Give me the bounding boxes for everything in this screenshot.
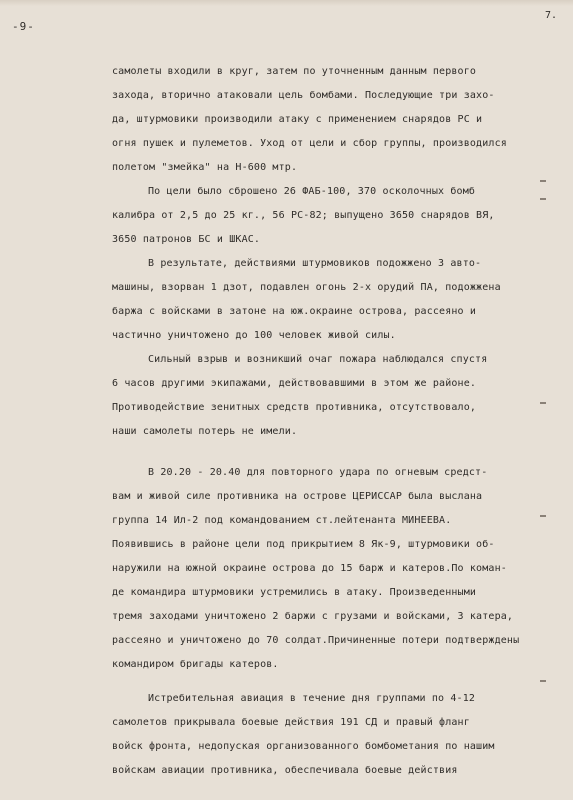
- margin-tick: [540, 180, 546, 182]
- text-line: 6 часов другими экипажами, действовавшими в этом же районе.: [112, 378, 477, 389]
- text-line: калибра от 2,5 до 25 кг., 56 РС-82; выпущено 3650 снарядов ВЯ,: [112, 210, 495, 221]
- text-line: Сильный взрыв и возникший очаг пожара наблюдался спустя: [148, 354, 488, 365]
- text-line: Истребительная авиация в течение дня группами по 4-12: [148, 693, 476, 704]
- text-line: войск фронта, недопуская организованного бомбометания по нашим: [112, 741, 495, 752]
- text-line: самолетов прикрывала боевые действия 191 СД и правый фланг: [112, 717, 470, 728]
- text-line: командиром бригады катеров.: [112, 659, 279, 670]
- paragraph: [112, 687, 562, 783]
- text-line: наши самолеты потерь не имели.: [112, 426, 298, 437]
- text-line: 3650 патронов БС и ШКАС.: [112, 234, 261, 245]
- text-line: да, штурмовики производили атаку с применением снарядов РС и: [112, 114, 483, 125]
- margin-tick: [540, 402, 546, 404]
- paragraph: [112, 348, 562, 444]
- text-line: войскам авиации противника, обеспечивала боевые действия: [112, 765, 458, 776]
- text-line: группа 14 Ил-2 под командованием ст.лейтенанта МИНЕЕВА.: [112, 515, 452, 526]
- text-line: рассеяно и уничтожено до 70 солдат.Причиненные потери подтверждены: [112, 635, 520, 646]
- paragraph-gap: [112, 677, 562, 687]
- text-line: Появившись в районе цели под прикрытием 8 Як-9, штурмовики об-: [112, 539, 495, 550]
- text-line: По цели было сброшено 26 ФАБ-100, 370 осколочных бомб: [148, 186, 476, 197]
- paragraph: [112, 60, 562, 180]
- margin-tick: [540, 680, 546, 682]
- text-line: В результате, действиями штурмовиков подожжено 3 авто-: [148, 258, 482, 269]
- paragraph: [112, 180, 562, 252]
- text-line: огня пушек и пулеметов. Уход от цели и сбор группы, производился: [112, 138, 507, 149]
- text-line: частично уничтожено до 100 человек живой силы.: [112, 330, 396, 341]
- paragraph: [112, 461, 562, 677]
- text-line: наружили на южной окраине острова до 15 барж и катеров.По коман-: [112, 563, 507, 574]
- page-number-right: 7.: [545, 10, 558, 21]
- document-body: [112, 60, 562, 783]
- margin-tick: [540, 198, 546, 200]
- paragraph-gap: [112, 444, 562, 461]
- text-line: самолеты входили в круг, затем по уточненным данным первого: [112, 66, 477, 77]
- paragraph: [112, 252, 562, 348]
- page-edge: [0, 0, 573, 6]
- text-line: вам и живой силе противника на острове ЦЕРИССАР была выслана: [112, 491, 483, 502]
- text-line: В 20.20 - 20.40 для повторного удара по огневым средст-: [148, 467, 488, 478]
- margin-tick: [540, 515, 546, 517]
- text-line: Противодействие зенитных средств противника, отсутствовало,: [112, 402, 477, 413]
- text-line: полетом "змейка" на Н-600 мтр.: [112, 162, 298, 173]
- text-line: машины, взорван 1 дзот, подавлен огонь 2-х орудий ПА, подожжена: [112, 282, 501, 293]
- margin-tick-marks: [540, 170, 560, 670]
- text-line: де командира штурмовики устремились в атаку. Произведенными: [112, 587, 477, 598]
- text-line: захода, вторично атаковали цель бомбами. Последующие три захо-: [112, 90, 495, 101]
- text-line: тремя заходами уничтожено 2 баржи с грузами и войсками, 3 катера,: [112, 611, 514, 622]
- text-line: баржа с войсками в затоне на юж.окраине острова, рассеяно и: [112, 306, 477, 317]
- page-number-left: -9-: [12, 20, 35, 33]
